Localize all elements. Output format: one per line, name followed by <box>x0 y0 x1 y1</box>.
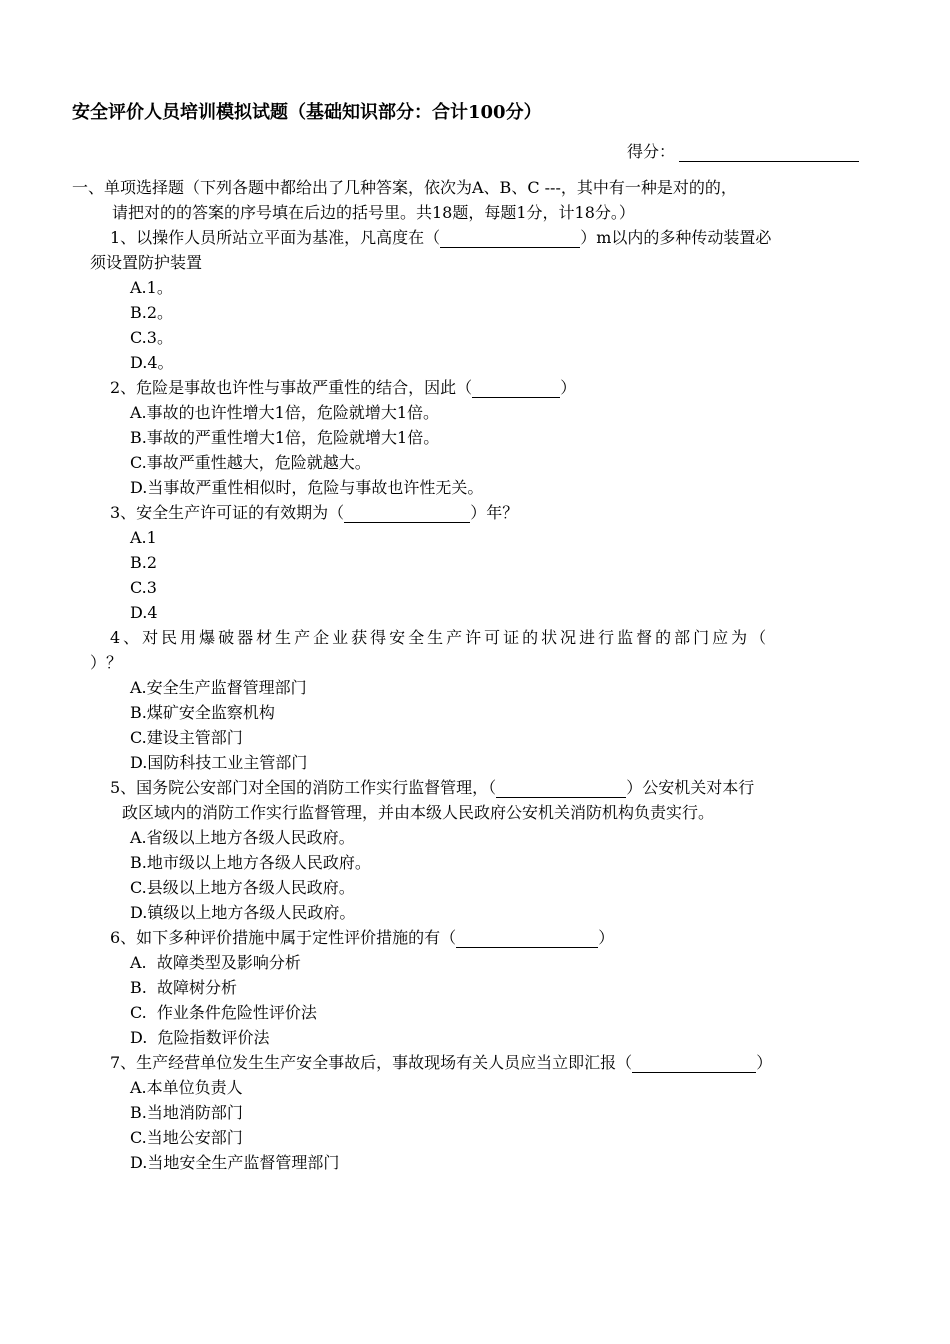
option-2d: D.当事故严重性相似时，危险与事故也许性无关。 <box>130 478 484 497</box>
option-6d: D. 危险指数评价法 <box>130 1028 270 1047</box>
question-1-text-end: ）m以内的多种传动装置必 <box>580 228 772 247</box>
option-1a: A.1。 <box>130 278 173 297</box>
question-7-text-end: ） <box>756 1053 773 1072</box>
question-2 <box>110 378 576 398</box>
section-heading: 一、单项选择题（下列各题中都给出了几种答案，依次为A、B、C ---，其中有一种是对的的， <box>72 178 737 197</box>
option-6a: A. 故障类型及影响分析 <box>130 953 301 972</box>
question-6-text: 6、如下多种评价措施中属于定性评价措施的有（ <box>110 928 457 947</box>
option-5d: D.镇级以上地方各级人民政府。 <box>130 903 356 922</box>
question-5-text: 5、国务院公安部门对全国的消防工作实行监督管理，（ <box>110 778 497 797</box>
exam-title: 安全评价人员培训模拟试题（基础知识部分：合计100分） <box>72 102 542 123</box>
question-6-blank[interactable] <box>456 930 598 948</box>
option-2c: C.事故严重性越大，危险就越大。 <box>130 453 371 472</box>
question-6 <box>110 928 614 948</box>
question-4-text: 4、对民用爆破器材生产企业获得安全生产许可证的状况进行监督的部门应为（ <box>110 628 770 647</box>
question-5-continuation: 政区域内的消防工作实行监督管理，并由本级人民政府公安机关消防机构负责实行。 <box>122 803 715 822</box>
option-1b: B.2。 <box>130 303 174 322</box>
option-3b: B.2 <box>130 553 158 572</box>
option-5b: B.地市级以上地方各级人民政府。 <box>130 853 371 872</box>
option-4a: A.安全生产监督管理部门 <box>130 678 307 697</box>
question-1 <box>110 228 771 248</box>
option-3a: A.1 <box>130 528 157 547</box>
option-7a: A.本单位负责人 <box>130 1078 243 1097</box>
question-1-blank[interactable] <box>440 230 580 248</box>
option-6b: B. 故障树分析 <box>130 978 238 997</box>
option-7c: C.当地公安部门 <box>130 1128 243 1147</box>
section-instructions: 请把对的的答案的序号填在后边的括号里。共18题，每题1分，计18分。） <box>112 203 635 222</box>
option-3d: D.4 <box>130 603 158 622</box>
option-7d: D.当地安全生产监督管理部门 <box>130 1153 340 1172</box>
question-3-text-end: ）年？ <box>470 503 519 522</box>
question-7-text: 7、生产经营单位发生生产安全事故后，事故现场有关人员应当立即汇报（ <box>110 1053 633 1072</box>
option-4c: C.建设主管部门 <box>130 728 243 747</box>
question-7-blank[interactable] <box>632 1055 756 1073</box>
option-7b: B.当地消防部门 <box>130 1103 243 1122</box>
option-2a: A.事故的也许性增大1倍，危险就增大1倍。 <box>130 403 440 422</box>
score-label: 得分： <box>627 142 676 161</box>
option-5c: C.县级以上地方各级人民政府。 <box>130 878 355 897</box>
option-3c: C.3 <box>130 578 157 597</box>
score-blank[interactable] <box>679 143 859 162</box>
question-5 <box>110 778 754 798</box>
question-2-text-end: ） <box>560 378 577 397</box>
question-1-continuation: 须设置防护装置 <box>90 253 203 272</box>
question-5-blank[interactable] <box>496 780 626 798</box>
option-4d: D.国防科技工业主管部门 <box>130 753 308 772</box>
question-6-text-end: ） <box>598 928 615 947</box>
question-2-text: 2、危险是事故也许性与事故严重性的结合，因此（ <box>110 378 473 397</box>
score-field <box>627 139 859 162</box>
option-1c: C.3。 <box>130 328 173 347</box>
question-2-blank[interactable] <box>472 380 560 398</box>
option-5a: A.省级以上地方各级人民政府。 <box>130 828 355 847</box>
question-5-text-end: ）公安机关对本行 <box>626 778 755 797</box>
question-3-blank[interactable] <box>344 505 470 523</box>
option-6c: C. 作业条件危险性评价法 <box>130 1003 317 1022</box>
option-1d: D.4。 <box>130 353 174 372</box>
question-1-text: 1、以操作人员所站立平面为基准，凡高度在（ <box>110 228 441 247</box>
question-7 <box>110 1053 772 1073</box>
question-3-text: 3、安全生产许可证的有效期为（ <box>110 503 345 522</box>
option-4b: B.煤矿安全监察机构 <box>130 703 275 722</box>
question-3 <box>110 503 518 523</box>
option-2b: B.事故的严重性增大1倍，危险就增大1倍。 <box>130 428 440 447</box>
question-4-continuation: ）？ <box>90 653 123 672</box>
